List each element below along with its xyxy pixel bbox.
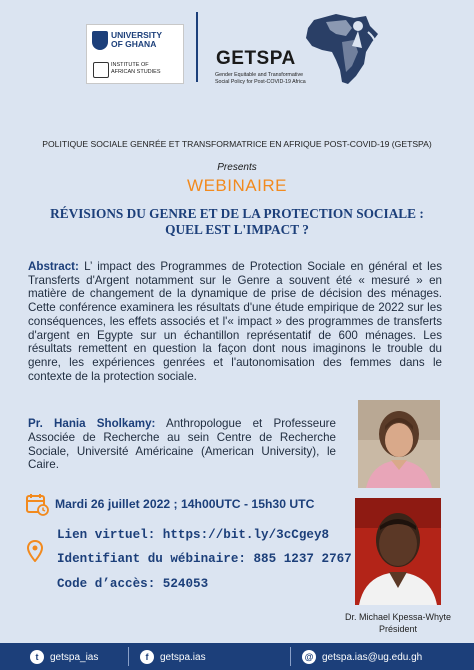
email-address: getspa.ias@ug.edu.gh [322,651,423,663]
event-date: Mardi 26 juillet 2022 ; 14h00UTC - 15h30 UTC [55,497,315,511]
location-pin-icon [27,540,43,562]
president-photo [355,498,441,605]
ug-crest-icon [92,31,108,50]
speaker-paragraph [28,417,336,472]
twitter-handle: getspa_ias [50,651,99,663]
ug-name [111,31,162,49]
webinar-title-line1: RÉVISIONS DU GENRE ET DE LA PROTECTION SOCIALE : [50,206,424,221]
abstract-text: L’ impact des Programmes de Protection Sociale en général et les Transferts d'Argent notamment sur le Genre a souvent été « mesuré » en matière de changement de la dynamique de prise de décision des ménages. Cette conférence examinera les résultats d'une étude empirique de 2022 sur les conséquences, les effets associés et l'« impact » des programmes de transferts d'argent en Egypte sur un échantillon représentatif de 600 ménages. Les résultats remettent en question la façon dont nous imaginons le trouble du genre, les expériences genrées et l'autonomisation des femmes dans le contexte de la protection sociale. [28,260,442,383]
ias-line2: AFRICAN STUDIES [111,68,161,75]
ias-name [111,62,161,75]
getspa-logo-text: GETSPA [216,48,296,69]
webinar-id: Identifiant du wébinaire: 885 1237 2767 [57,552,352,566]
abstract-label: Abstract: [28,260,79,273]
program-title: POLITIQUE SOCIALE GENRÉE ET TRANSFORMATRICE EN AFRIQUE POST-COVID-19 (GETSPA) [42,139,432,149]
getspa-subtitle [215,72,306,85]
footer-divider [290,647,291,666]
logo-divider [196,12,198,82]
president-caption [333,611,463,635]
abstract-paragraph [28,260,442,383]
ug-name-line1: UNIVERSITY [111,30,163,40]
presents-label: Presents [217,162,257,173]
facebook-icon: f [140,650,154,664]
calendar-icon [25,492,49,516]
university-of-ghana-logo [86,24,184,84]
facebook-handle: getspa.ias [160,651,206,663]
ias-line1: INSTITUTE OF [111,62,149,68]
footer-divider [128,647,129,666]
footer-twitter[interactable] [30,649,98,665]
webinar-title [20,206,454,238]
getspa-subtitle-line1: Gender Equitable and Transformative [215,72,304,78]
webinaire-heading: WEBINAIRE [187,176,287,195]
email-icon: @ [302,650,316,664]
speaker-name: Pr. Hania Sholkamy: [28,417,156,430]
footer-facebook[interactable] [140,649,206,665]
getspa-subtitle-line2: Social Policy for Post-COVID-19 Africa [215,78,306,85]
access-code: Code d’accès: 524053 [57,577,209,591]
virtual-link[interactable]: Lien virtuel: https://bit.ly/3cCgey8 [57,528,330,542]
president-name: Dr. Michael Kpessa-Whyte [344,612,452,622]
speaker-photo [358,400,440,488]
president-role: Président [378,624,418,634]
ias-emblem-icon [93,62,109,78]
twitter-icon: t [30,650,44,664]
speaker-description: Anthropologue et Professeure Associée de Recherche au sein Centre de Recherche Sociale, Université Américaine (American University), le Caire. [28,417,336,472]
footer-bar [0,643,474,670]
webinar-title-line2: QUEL EST L'IMPACT ? [165,222,309,237]
footer-email[interactable] [302,649,422,665]
ug-name-line2: OF GHANA [111,39,157,49]
africa-map-icon [296,12,386,87]
